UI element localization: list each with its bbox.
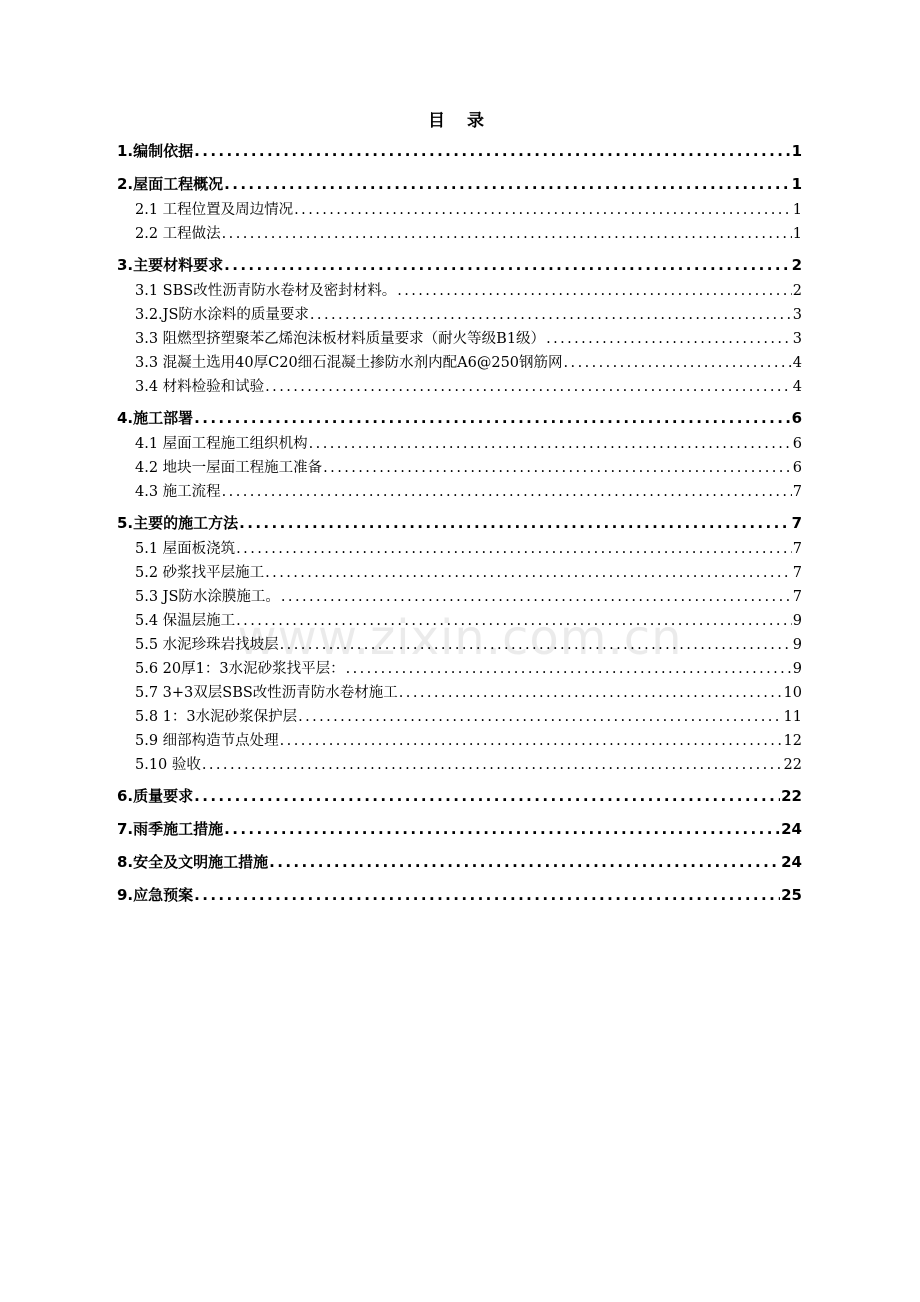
toc-subentry[interactable] [117,585,802,609]
toc-entry-label: 5.3 JS防水涂膜施工。 [135,589,280,605]
toc-entry-label: 5.6 20厚1：3水泥砂浆找平层： [135,661,345,677]
toc-subentry[interactable] [117,456,802,480]
toc-entry[interactable] [117,140,802,165]
dot-leader [294,202,792,218]
toc-entry-label: 2.2 工程做法 [135,226,221,242]
toc-entry-page: 3 [792,307,802,323]
toc-entry-label: 1.编制依据 [117,142,194,160]
dot-leader [265,379,792,395]
toc-entry-label: 6.质量要求 [117,787,194,805]
toc-subentry[interactable] [117,480,802,504]
toc-entry-page: 1 [792,226,802,242]
dot-leader [236,613,792,629]
toc-entry[interactable] [117,851,802,876]
dot-leader [346,661,792,677]
toc-entry-label: 5.1 屋面板浇筑 [135,541,236,557]
dot-leader [194,409,790,427]
toc-entry-page: 7 [792,541,802,557]
toc-entry-page: 2 [791,256,802,274]
toc-entry-page: 1 [792,202,802,218]
toc-subentry[interactable] [117,633,802,657]
toc-entry[interactable] [117,254,802,279]
toc-entry-label: 7.雨季施工措施 [117,820,224,838]
toc-entry-page: 7 [792,589,802,605]
toc-subentry[interactable] [117,222,802,246]
toc-entry[interactable] [117,512,802,537]
toc-entry-label: 9.应急预案 [117,886,194,904]
dot-leader [194,787,780,805]
toc-subentry[interactable] [117,729,802,753]
toc-subentry[interactable] [117,375,802,399]
toc-entry-label: 5.8 1：3水泥砂浆保护层 [135,709,298,725]
dot-leader [280,733,783,749]
toc-subentry[interactable] [117,198,802,222]
dot-leader [224,256,790,274]
dot-leader [280,637,792,653]
toc-subentry[interactable] [117,279,802,303]
toc-entry-page: 9 [792,661,802,677]
toc-entry-label: 3.3 混凝土选用40厚C20细石混凝土掺防水剂内配A6@250钢筋网 [135,355,563,371]
toc-entry-label: 5.4 保温层施工 [135,613,236,629]
toc-entry-label: 2.屋面工程概况 [117,175,224,193]
dot-leader [224,175,790,193]
toc-entry[interactable] [117,884,802,909]
toc-entry-page: 2 [792,283,802,299]
toc-entry-page: 12 [783,733,802,749]
dot-leader [310,307,792,323]
toc-entry-page: 1 [791,142,802,160]
dot-leader [265,565,792,581]
dot-leader [397,283,792,299]
toc-entry-page: 4 [792,355,802,371]
toc-entry[interactable] [117,407,802,432]
toc-entry-page: 3 [792,331,802,347]
watermark: www.zixin.com.cn [237,610,683,666]
dot-leader [222,226,792,242]
toc-subentry[interactable] [117,327,802,351]
dot-leader [564,355,792,371]
dot-leader [236,541,792,557]
toc-entry-label: 5.10 验收 [135,757,201,773]
toc-entry-label: 5.7 3+3双层SBS改性沥青防水卷材施工 [135,685,398,701]
toc-entry-label: 4.2 地块一屋面工程施工准备 [135,460,323,476]
toc-entry-label: 4.1 屋面工程施工组织机构 [135,436,308,452]
dot-leader [309,436,792,452]
toc-entry-page: 6 [792,460,802,476]
dot-leader [323,460,792,476]
toc-entry-label: 5.主要的施工方法 [117,514,239,532]
toc-entry-page: 25 [781,886,802,904]
toc-entry-label: 4.施工部署 [117,409,194,427]
toc-entry-label: 5.9 细部构造节点处理 [135,733,279,749]
dot-leader [298,709,782,725]
toc-entry-page: 10 [783,685,802,701]
toc-entry[interactable] [117,785,802,810]
toc-entry-page: 9 [792,637,802,653]
toc-subentry[interactable] [117,537,802,561]
toc-subentry[interactable] [117,432,802,456]
toc-entry-page: 7 [792,565,802,581]
toc-entry-page: 7 [791,514,802,532]
toc-entry-label: 3.主要材料要求 [117,256,224,274]
dot-leader [399,685,783,701]
dot-leader [281,589,792,605]
toc-entry-page: 7 [792,484,802,500]
dot-leader [202,757,783,773]
toc-subentry[interactable] [117,681,802,705]
dot-leader [194,886,780,904]
toc-entry-page: 6 [792,436,802,452]
toc-entry[interactable] [117,173,802,198]
toc-entry-label: 3.4 材料检验和试验 [135,379,265,395]
toc-subentry[interactable] [117,657,802,681]
toc-subentry[interactable] [117,753,802,777]
toc-subentry[interactable] [117,609,802,633]
toc-subentry[interactable] [117,561,802,585]
toc-entry-page: 22 [783,757,802,773]
toc-entry-page: 24 [781,820,802,838]
toc-entry-page: 9 [792,613,802,629]
toc-entry-page: 22 [781,787,802,805]
toc-entry-label: 5.2 砂浆找平层施工 [135,565,265,581]
toc-entry-label: 3.3 阻燃型挤塑聚苯乙烯泡沫板材料质量要求（耐火等级B1级） [135,331,546,347]
toc-entry-page: 1 [791,175,802,193]
toc-entry-page: 24 [781,853,802,871]
toc-entry-page: 4 [792,379,802,395]
toc-entry[interactable] [117,818,802,843]
toc-entry-label: 3.1 SBS改性沥青防水卷材及密封材料。 [135,283,397,299]
table-of-contents [117,140,802,909]
dot-leader [239,514,790,532]
toc-entry-page: 11 [783,709,802,725]
toc-entry-page: 6 [791,409,802,427]
dot-leader [224,820,780,838]
toc-entry-label: 4.3 施工流程 [135,484,221,500]
toc-entry-label: 8.安全及文明施工措施 [117,853,269,871]
toc-entry-label: 5.5 水泥珍珠岩找坡层 [135,637,279,653]
toc-title: 目 录 [428,111,492,131]
dot-leader [269,853,780,871]
toc-entry-label: 3.2.JS防水涂料的质量要求 [135,307,309,323]
toc-subentry[interactable] [117,351,802,375]
dot-leader [194,142,790,160]
toc-subentry[interactable] [117,303,802,327]
dot-leader [546,331,792,347]
dot-leader [222,484,792,500]
toc-subentry[interactable] [117,705,802,729]
toc-entry-label: 2.1 工程位置及周边情况 [135,202,294,218]
